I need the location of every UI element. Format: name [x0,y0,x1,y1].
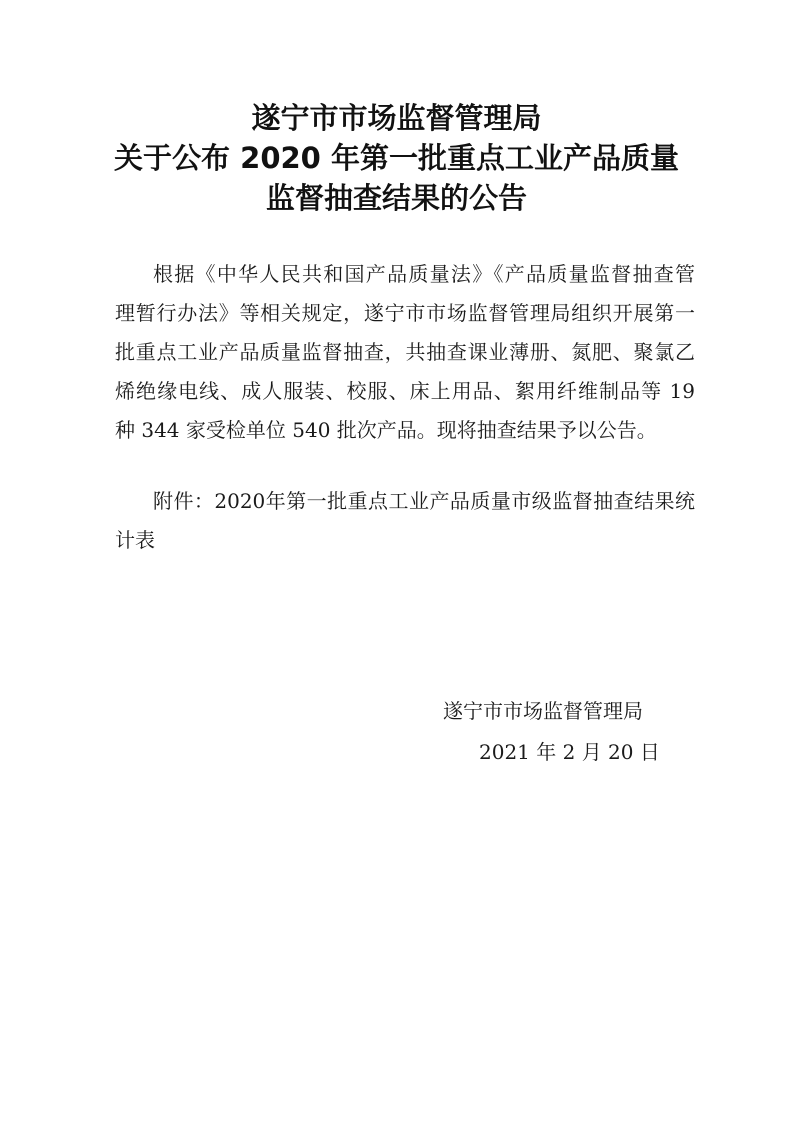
announcement-title-line-3: 监督抽查结果的公告 [265,181,527,215]
body-line: 种 344 家受检单位 540 批次产品。现将抽查结果予以公告。 [115,418,657,442]
attachment-line: 附件：2020年第一批重点工业产品质量市级监督抽查结果统 [153,489,695,513]
issuing-organization: 遂宁市市场监督管理局 [443,699,643,723]
body-line: 理暂行办法》等相关规定，遂宁市市场监督管理局组织开展第一 [115,301,695,325]
issue-date: 2021 年 2 月 20 日 [479,740,660,764]
attachment-line: 计表 [115,528,155,552]
announcement-title-line-1: 遂宁市市场监督管理局 [251,101,542,135]
announcement-title-line-2: 关于公布 2020 年第一批重点工业产品质量 [114,141,679,175]
body-line: 批重点工业产品质量监督抽查，共抽查课业薄册、氮肥、聚氯乙 [115,340,695,364]
body-line: 烯绝缘电线、成人服装、校服、床上用品、絮用纤维制品等 19 [115,379,695,403]
body-line: 根据《中华人民共和国产品质量法》《产品质量监督抽查管 [153,262,695,286]
